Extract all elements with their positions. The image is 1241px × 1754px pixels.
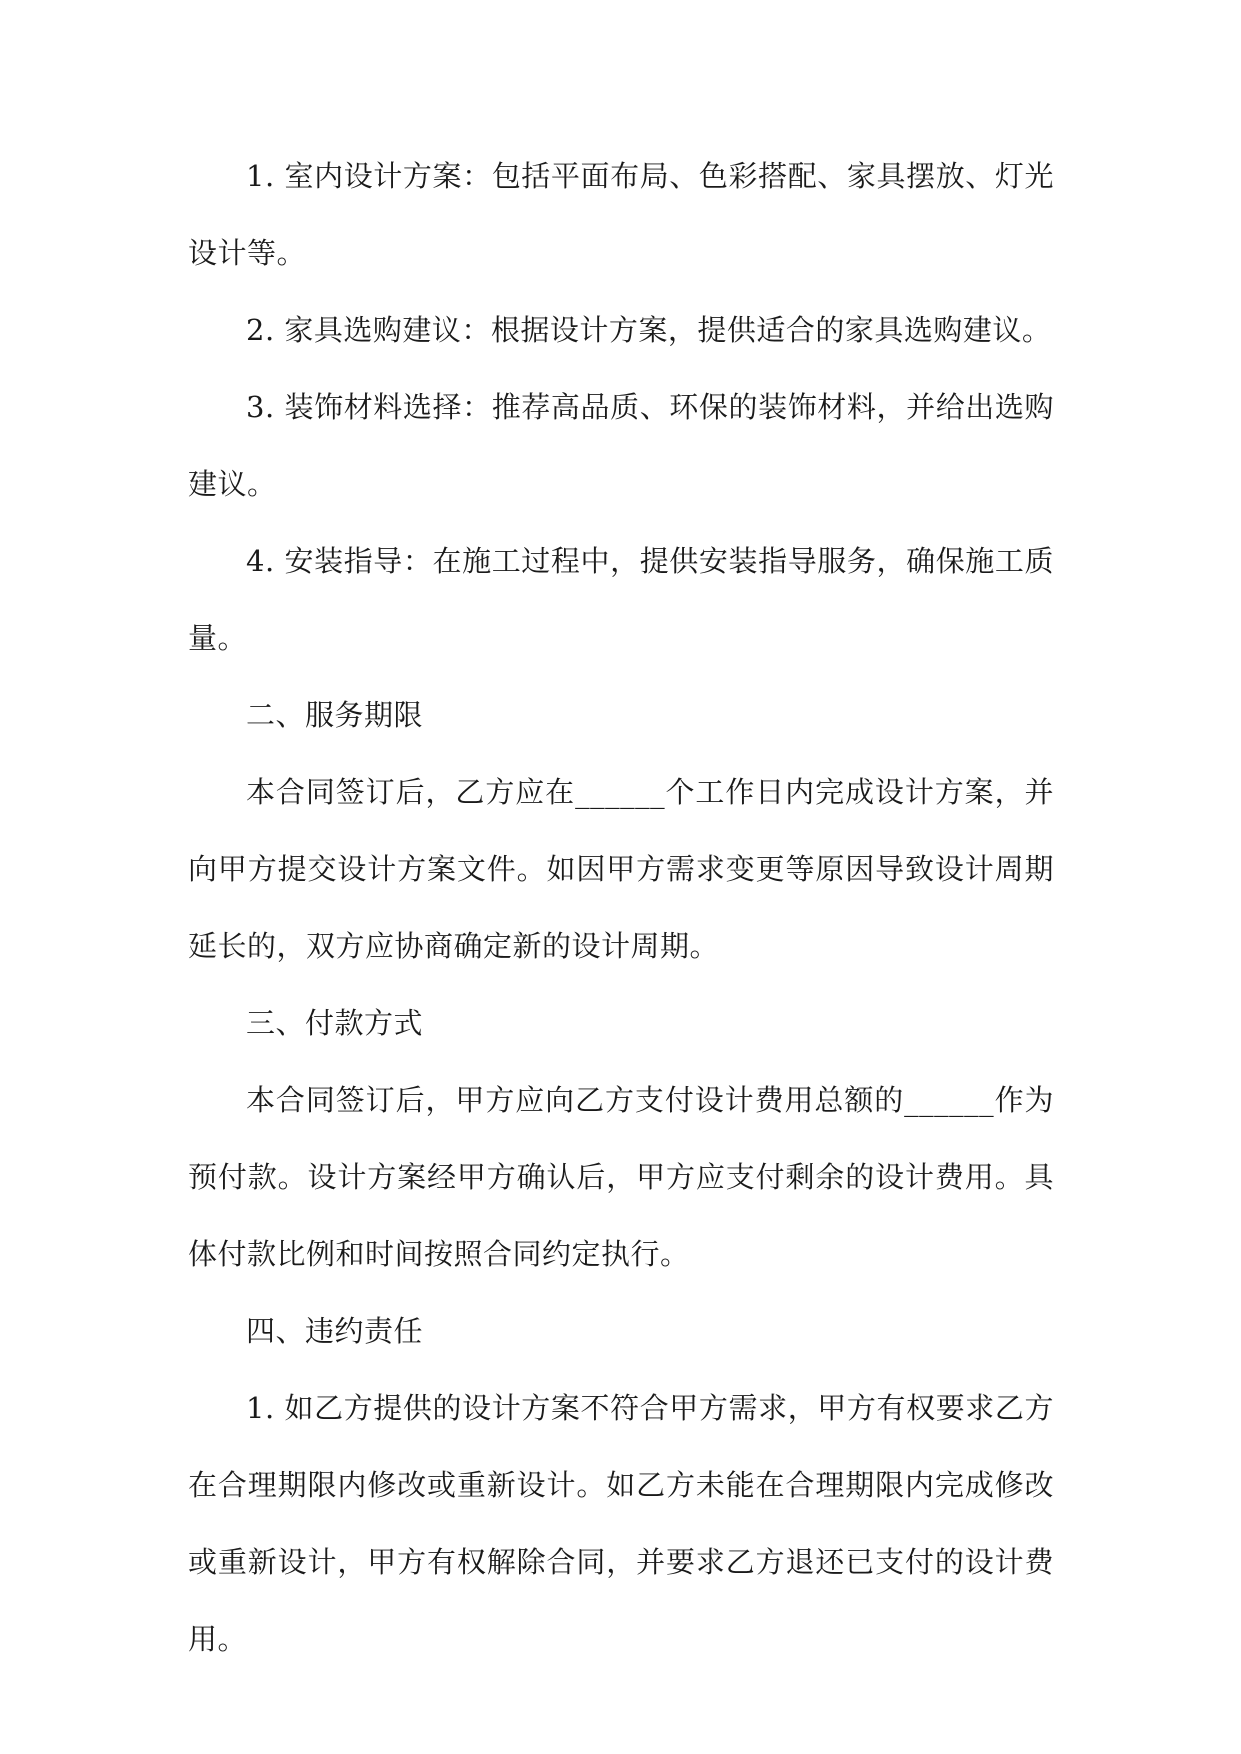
section-heading-payment: 三、付款方式: [246, 1006, 424, 1040]
section-body-service-term: 本合同签订后，乙方应在______个工作日内完成设计方案，并向甲方提交设计方案文件。如因甲方需求变更等原因导致设计周期延长的，双方应协商确定新的设计周期。: [188, 775, 1054, 963]
section-heading-liability: 四、违约责任: [246, 1314, 424, 1348]
service-item-furniture-advice: 2. 家具选购建议：根据设计方案，提供适合的家具选购建议。: [246, 313, 1052, 347]
document-body: [188, 138, 1054, 1678]
section-heading-service-term: 二、服务期限: [246, 698, 424, 732]
service-item-installation-guidance: 4. 安装指导：在施工过程中，提供安装指导服务，确保施工质量。: [188, 544, 1054, 655]
service-item-interior-design: 1. 室内设计方案：包括平面布局、色彩搭配、家具摆放、灯光设计等。: [188, 159, 1054, 270]
service-item-material-selection: 3. 装饰材料选择：推荐高品质、环保的装饰材料，并给出选购建议。: [188, 390, 1054, 501]
section-body-payment: 本合同签订后，甲方应向乙方支付设计费用总额的______作为预付款。设计方案经甲方确认后，甲方应支付剩余的设计费用。具体付款比例和时间按照合同约定执行。: [188, 1083, 1054, 1271]
liability-item: 1. 如乙方提供的设计方案不符合甲方需求，甲方有权要求乙方在合理期限内修改或重新设计。如乙方未能在合理期限内完成修改或重新设计，甲方有权解除合同，并要求乙方退还已支付的设计费用。: [188, 1391, 1054, 1656]
